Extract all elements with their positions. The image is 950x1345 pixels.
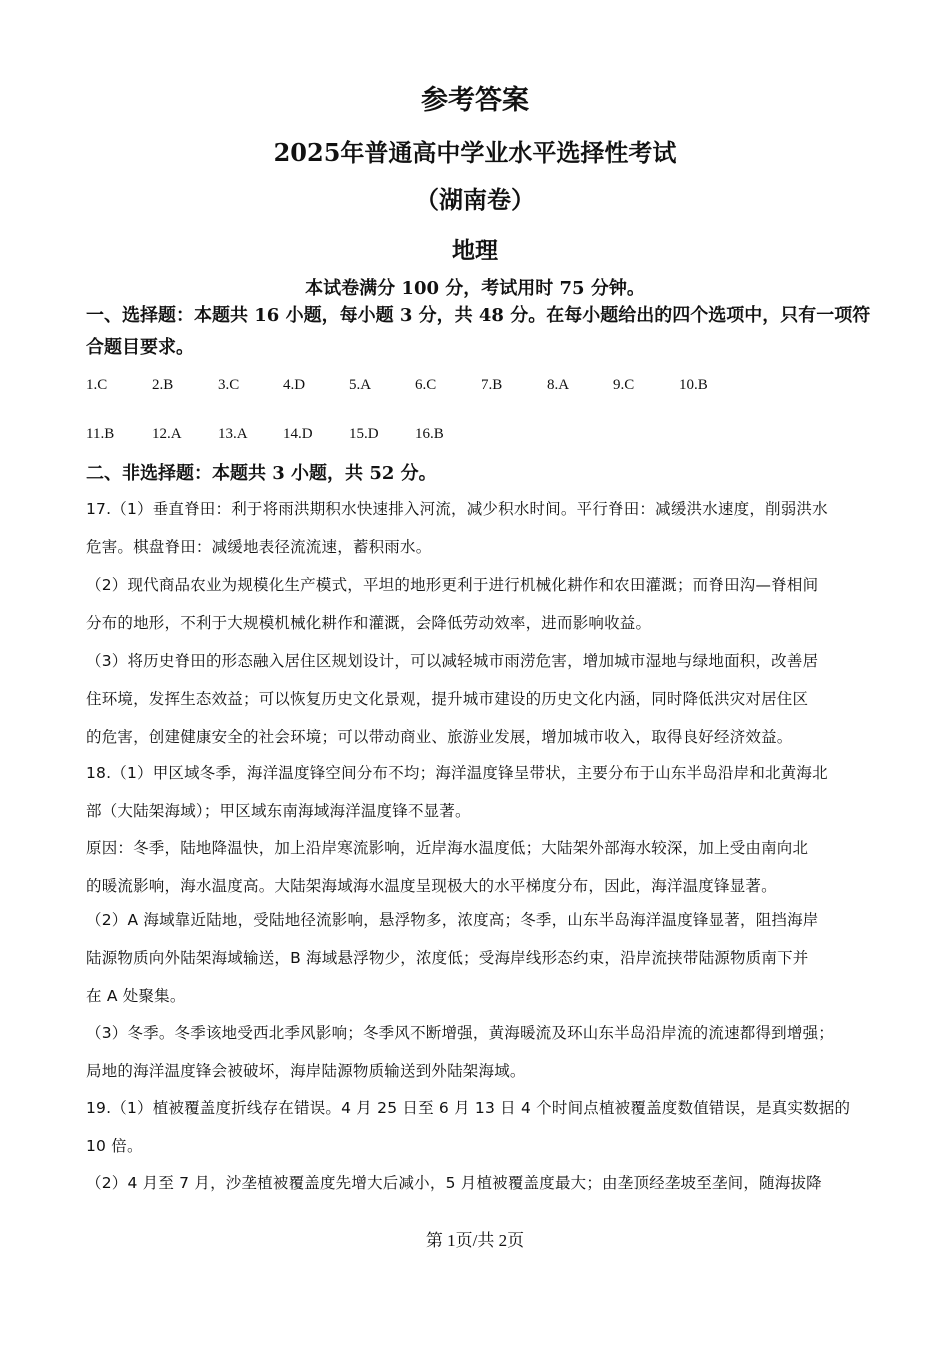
q18-reason [86, 829, 868, 905]
q17-part1 [86, 490, 868, 566]
text-line: 的危害，创建健康安全的社会环境；可以带动商业、旅游业发展，增加城市收入，取得良好经济效益。 [86, 728, 793, 746]
answer-item: 10.B [679, 377, 708, 393]
text-line: 18.（1）甲区域冬季，海洋温度锋空间分布不均；海洋温度锋呈带状，主要分布于山东半岛沿岸和北黄海北 [86, 764, 828, 782]
answer-title: 参考答案 [421, 85, 529, 116]
text-line: （2）A 海域靠近陆地，受陆地径流影响，悬浮物多，浓度高；冬季，山东半岛海洋温度锋显著，阻挡海岸 [86, 911, 819, 929]
subject-title: 地理 [452, 237, 498, 264]
answer-item: 6.C [415, 377, 437, 393]
answer-item: 11.B [86, 426, 115, 442]
q19-part2 [86, 1164, 868, 1202]
q17-part3 [86, 642, 868, 756]
answer-item: 1.C [86, 377, 108, 393]
q18-part3 [86, 1014, 868, 1090]
answer-item: 8.A [547, 377, 570, 393]
exam-region: （湖南卷） [415, 185, 535, 214]
answer-item: 13.A [218, 426, 248, 442]
exam-note: 本试卷满分 100 分，考试用时 75 分钟。 [305, 278, 645, 299]
text-line: 原因：冬季，陆地降温快，加上沿岸寒流影响，近岸海水温度低；大陆架外部海水较深，加上受由南向北 [86, 839, 809, 857]
text-line: （2）现代商品农业为规模化生产模式，平坦的地形更利于进行机械化耕作和农田灌溉；而脊田沟—脊相间 [86, 576, 819, 594]
q18-part2 [86, 901, 868, 1015]
text-line: 局地的海洋温度锋会被破坏，海岸陆源物质输送到外陆架海域。 [86, 1062, 526, 1080]
exam-title: 2025年普通高中学业水平选择性考试 [273, 138, 677, 167]
answer-item: 2.B [152, 377, 174, 393]
answer-item: 14.D [283, 426, 313, 442]
text-line: 陆源物质向外陆架海域输送，B 海域悬浮物少，浓度低；受海岸线形态约束，沿岸流挟带陆源物质南下并 [86, 949, 809, 967]
text-line: 17.（1）垂直脊田：利于将雨洪期积水快速排入河流，减少积水时间。平行脊田：减缓洪水速度，削弱洪水 [86, 500, 828, 518]
answer-item: 9.C [613, 377, 635, 393]
text-line: （3）将历史脊田的形态融入居住区规划设计，可以减轻城市雨涝危害，增加城市湿地与绿地面积，改善居 [86, 652, 819, 670]
text-line: 10 倍。 [86, 1137, 143, 1155]
text-line: 的暖流影响，海水温度高。大陆架海域海水温度呈现极大的水平梯度分布，因此，海洋温度锋显著。 [86, 877, 777, 895]
text-line: 19.（1）植被覆盖度折线存在错误。4 月 25 日至 6 月 13 日 4 个时间点植被覆盖度数值错误，是真实数据的 [86, 1099, 851, 1117]
section2-heading: 二、非选择题：本题共 3 小题，共 52 分。 [86, 463, 437, 484]
q19-part1 [86, 1089, 868, 1165]
text-line: （2）4 月至 7 月，沙垄植被覆盖度先增大后减小，5 月植被覆盖度最大；由垄顶经垄坡至垄间，随海拔降 [86, 1174, 822, 1192]
q17-part2 [86, 566, 868, 642]
answer-item: 4.D [283, 377, 306, 393]
q18-part1 [86, 754, 868, 830]
answer-item: 3.C [218, 377, 240, 393]
answer-item: 15.D [349, 426, 379, 442]
text-line: 危害。棋盘脊田：减缓地表径流流速，蓄积雨水。 [86, 538, 432, 556]
answer-item: 5.A [349, 377, 372, 393]
answer-item: 16.B [415, 426, 444, 442]
section1-heading: 一、选择题：本题共 16 小题，每小题 3 分，共 48 分。在每小题给出的四个选项中，只有一项符合题目要求。 [86, 305, 871, 358]
answer-item: 7.B [481, 377, 503, 393]
text-line: （3）冬季。冬季该地受西北季风影响；冬季风不断增强，黄海暖流及环山东半岛沿岸流的流速都得到增强； [86, 1024, 834, 1042]
text-line: 分布的地形，不利于大规模机械化耕作和灌溉，会降低劳动效率，进而影响收益。 [86, 614, 652, 632]
page-footer: 第 1页/共 2页 [425, 1231, 525, 1250]
text-line: 住环境，发挥生态效益；可以恢复历史文化景观，提升城市建设的历史文化内涵，同时降低洪灾对居住区 [86, 690, 809, 708]
answer-item: 12.A [152, 426, 182, 442]
text-line: 部（大陆架海域）；甲区域东南海域海洋温度锋不显著。 [86, 802, 471, 820]
text-line: 在 A 处聚集。 [86, 987, 186, 1005]
